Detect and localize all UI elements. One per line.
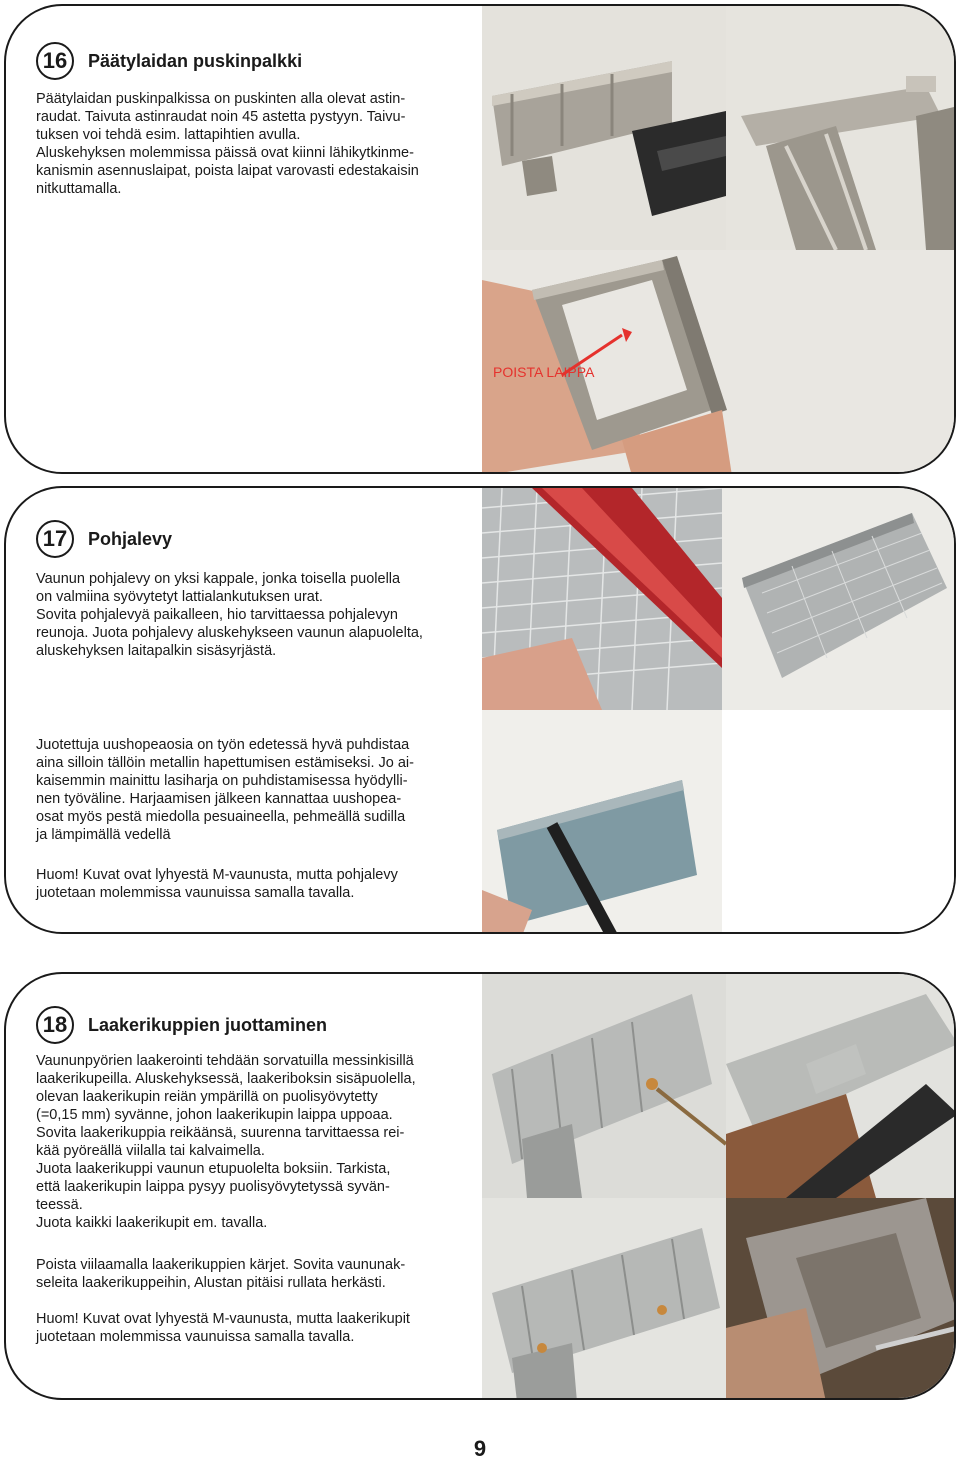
- photo-placeholder: [722, 710, 956, 934]
- photo-bending-step-iron: [482, 6, 726, 250]
- section-title: Pohjalevy: [88, 528, 173, 549]
- section-17-header: [36, 520, 172, 558]
- photo-underframe-end: [726, 6, 956, 250]
- section-body-text: Vaunun pohjalevy on yksi kappale, jonka toisella puolella on valmiina syövytetyt lattialankutuksen urat. Sovita pohjalevyä paikalleen, hio tarvittaessa pohjalevyn reunoja. Juota pohjalevy aluskehykseen vaunun alapuolelta, aluskehyksen laitapalkin sisäsyrjästä.: [36, 571, 423, 659]
- photo-annotation-label: POISTA LAIPPA: [493, 364, 595, 380]
- photo-remove-flange: [482, 250, 956, 474]
- section-title: Päätylaidan puskinpalkki: [88, 50, 303, 71]
- cleaning-note-text: Juotettuja uushopeaosia on työn edetessä hyvä puhdistaa aina silloin tällöin metallin hapettumisen estämiseksi. Jo ai- kaisemmin mainittu lasiharja on puhdistamisessa hyödylli- nen työväline. Harjaamisen jälkeen kannattaa uushopea- osat myös pestä miedolla pesuaineella, pehmeällä sudilla ja lämpimällä vedellä: [36, 737, 414, 843]
- step-number-badge: 16: [36, 42, 74, 80]
- section-17-panel: [4, 486, 956, 934]
- photo-soldering-bearing-cup: [726, 974, 956, 1198]
- page-number: 9: [473, 1436, 487, 1460]
- section-16-panel: [4, 4, 956, 474]
- photo-floor-plate-sanding: [482, 488, 722, 710]
- photo-finished-bearing-cups: [482, 1198, 726, 1400]
- photo-floor-plate-frame: [722, 488, 956, 710]
- step-number-badge: 17: [36, 520, 74, 558]
- section-title: Laakerikuppien juottaminen: [88, 1014, 328, 1035]
- section-body-text: Päätylaidan puskinpalkissa on puskinten alla olevat astin- raudat. Taivuta astinraudat noin 45 astetta pystyyn. Taivu- tuksen voi tehdä esim. lattapihtien avulla. Aluskehyksen molemmissa päissä ovat kiinni lähikytkinme- kanismin asennuslaipat, poista laipat varovasti edestakaisin nitkuttamalla.: [36, 91, 419, 197]
- section-18-header: [36, 1006, 327, 1044]
- photo-brushing-parts: [482, 710, 722, 934]
- section-18-panel: [4, 972, 956, 1400]
- section-body-text-2: Poista viilaamalla laakerikuppien kärjet. Sovita vaununak- seleita laakerikuppeihin, Alustan pitäisi rullata herkästi.: [36, 1257, 406, 1291]
- photo-filing-bearing-cups: [726, 1198, 956, 1400]
- photo-bearing-cup-fitting: [482, 974, 726, 1198]
- note-text: Huom! Kuvat ovat lyhyestä M-vaunusta, mutta pohjalevy juotetaan molemmissa vaunuissa samalla tavalla.: [36, 867, 398, 901]
- section-16-header: [36, 42, 302, 80]
- section-body-text: Vaununpyörien laakerointi tehdään sorvatuilla messinkisillä laakerikupeilla. Aluskehyksessä, laakeriboksin sisäpuolella, olevan laakerikupin reiän ympärillä on puolisyövytetty (=0,15 mm) syvänne, johon laakerikupin laippa uppoaa. Sovita laakerikuppia reikäänsä, suurenna tarvittaessa rei- kää pyöreällä viilalla tai kalvaimella. Juota laakerikuppi vaunun etupuolelta boksiin. Tarkista, että laakerikupin laippa pysyy puolisyövytetyssä syvän- teessä. Juota kaikki laakerikupit em. tavalla.: [36, 1053, 416, 1231]
- note-text: Huom! Kuvat ovat lyhyestä M-vaunusta, mutta laakerikupit juotetaan molemmissa vaunuissa samalla tavalla.: [36, 1311, 410, 1345]
- step-number-badge: 18: [36, 1006, 74, 1044]
